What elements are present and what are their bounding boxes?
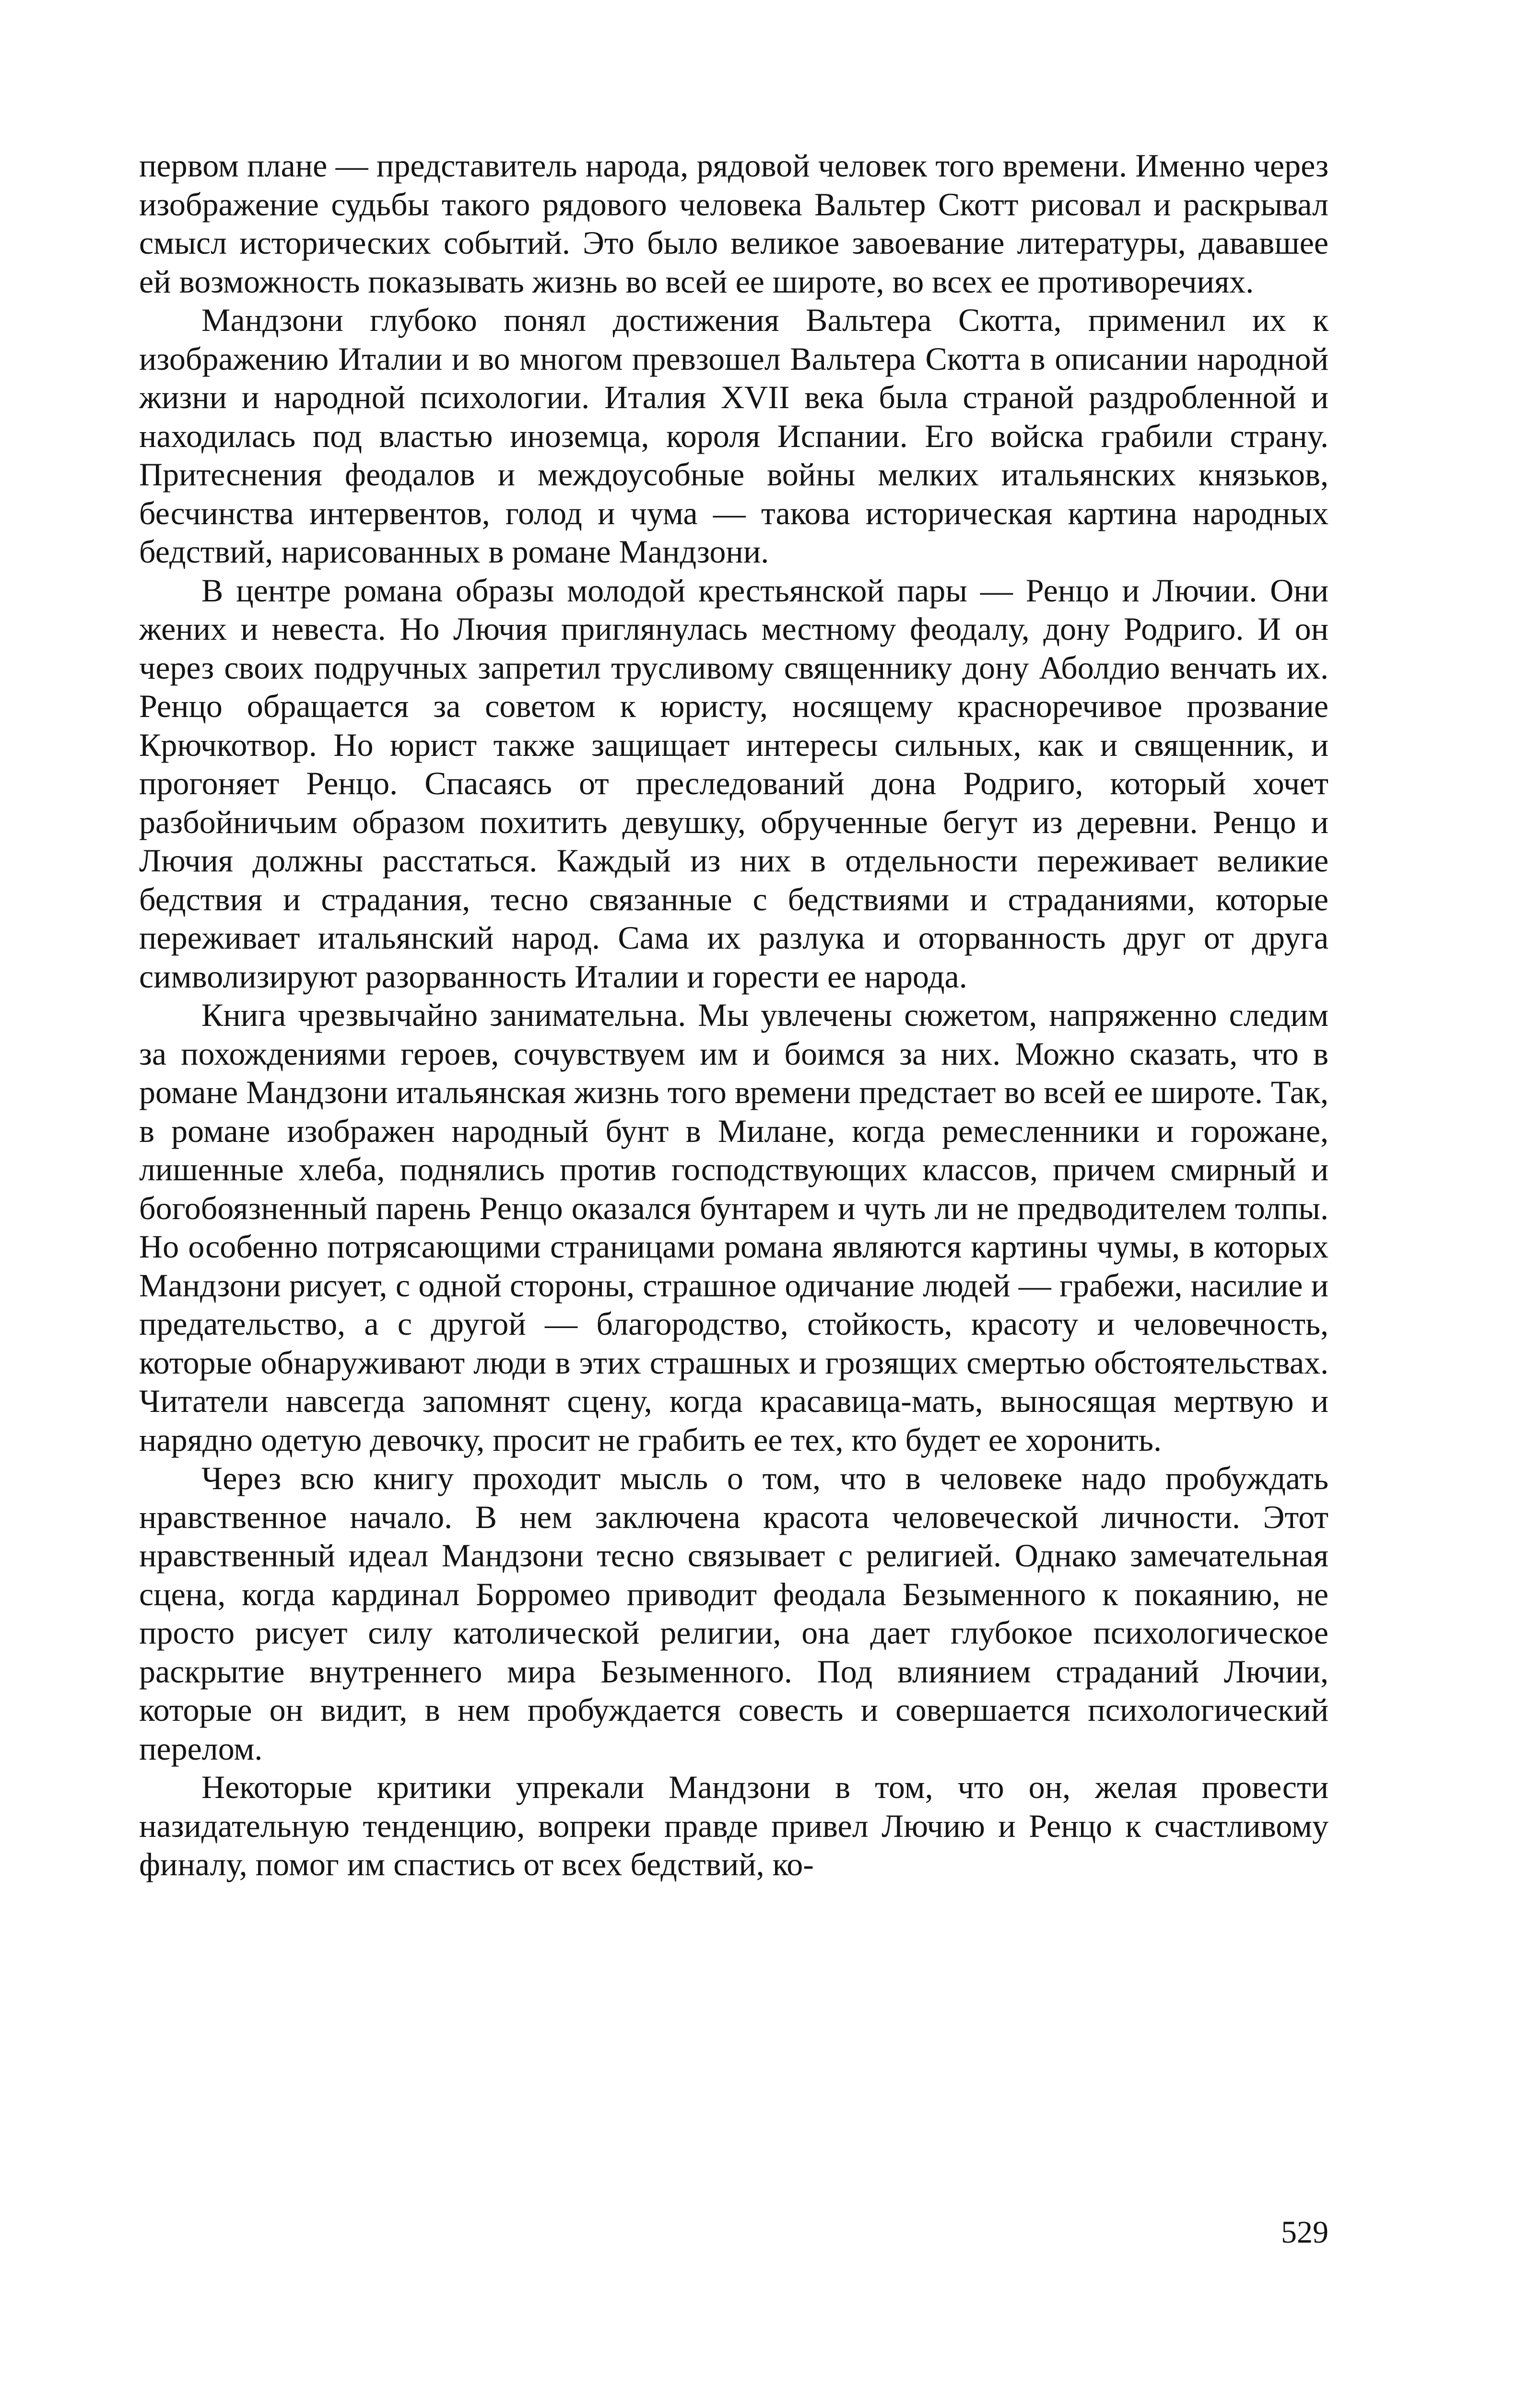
page-number: 529 [1281, 2215, 1328, 2250]
body-text [139, 146, 1328, 1884]
paragraph-5: Через всю книгу проходит мысль о том, что в человеке надо пробуждать нравственное начало. В нем заключена красота человеческой личности. Этот нравственный идеал Мандзони тесно связывает с религией. Однако замечательная сцена, когда кардинал Борромео приводит феодала Безыменного к покаянию, не просто рисует силу католической религии, она дает глубокое психологическое раскрытие внутреннего мира Безыменного. Под влиянием страданий Лючии, которые он видит, в нем пробуждается совесть и совершается психологический перелом. [139, 1460, 1328, 1767]
paragraph-3: В центре романа образы молодой крестьянской пары — Ренцо и Лючии. Они жених и невеста. Но Лючия приглянулась местному феодалу, дону Родриго. И он через своих подручных запретил трусливому священнику дону Аболдио венчать их. Ренцо обращается за советом к юристу, носящему красноречивое прозвание Крючкотвор. Но юрист также защищает интересы сильных, как и священник, и прогоняет Ренцо. Спасаясь от преследований дона Родриго, который хочет разбойничьим образом похитить девушку, обрученные бегут из деревни. Ренцо и Лючия должны расстаться. Каждый из них в отдельности переживает великие бедствия и страдания, тесно связанные с бедствиями и страданиями, которые переживает итальянский народ. Сама их разлука и оторванность друг от друга символизируют разорванность Италии и горести ее народа. [139, 572, 1328, 995]
paragraph-1: первом плане — представитель народа, рядовой человек того времени. Именно через изображение судьбы такого рядового человека Вальтер Скотт рисовал и раскрывал смысл исторических событий. Это было великое завоевание литературы, дававшее ей возможность показывать жизнь во всей ее широте, во всех ее противоречиях. [139, 147, 1328, 300]
paragraph-2: Мандзони глубоко понял достижения Вальтера Скотта, применил их к изображению Италии и во многом превзошел Вальтера Скотта в описании народной жизни и народной психологии. Италия XVII века была страной раздробленной и находилась под властью иноземца, короля Испании. Его войска грабили страну. Притеснения феодалов и междоусобные войны мелких итальянских князьков, бесчинства интервентов, голод и чума — такова историческая картина народных бедствий, нарисованных в романе Мандзони. [139, 302, 1328, 570]
paragraph-6: Некоторые критики упрекали Мандзони в том, что он, желая провести назидательную тенденцию, вопреки правде привел Лючию и Ренцо к счастливому финалу, помог им спастись от всех бедствий, ко- [139, 1769, 1328, 1882]
paragraph-4: Книга чрезвычайно занимательна. Мы увлечены сюжетом, напряженно следим за похождениями героев, сочувствуем им и боимся за них. Можно сказать, что в романе Мандзони итальянская жизнь того времени предстает во всей ее широте. Так, в романе изображен народный бунт в Милане, когда ремесленники и горожане, лишенные хлеба, поднялись против господствующих классов, причем смирный и богобоязненный парень Ренцо оказался бунтарем и чуть ли не предводителем толпы. Но особенно потрясающими страницами романа являются картины чумы, в которых Мандзони рисует, с одной стороны, страшное одичание людей — грабежи, насилие и предательство, а с другой — благородство, стойкость, красоту и человечность, которые обнаруживают люди в этих страшных и грозящих смертью обстоятельствах. Читатели навсегда запомнят сцену, когда красавица-мать, выносящая мертвую и нарядно одетую девочку, просит не грабить ее тех, кто будет ее хоронить. [139, 997, 1328, 1458]
